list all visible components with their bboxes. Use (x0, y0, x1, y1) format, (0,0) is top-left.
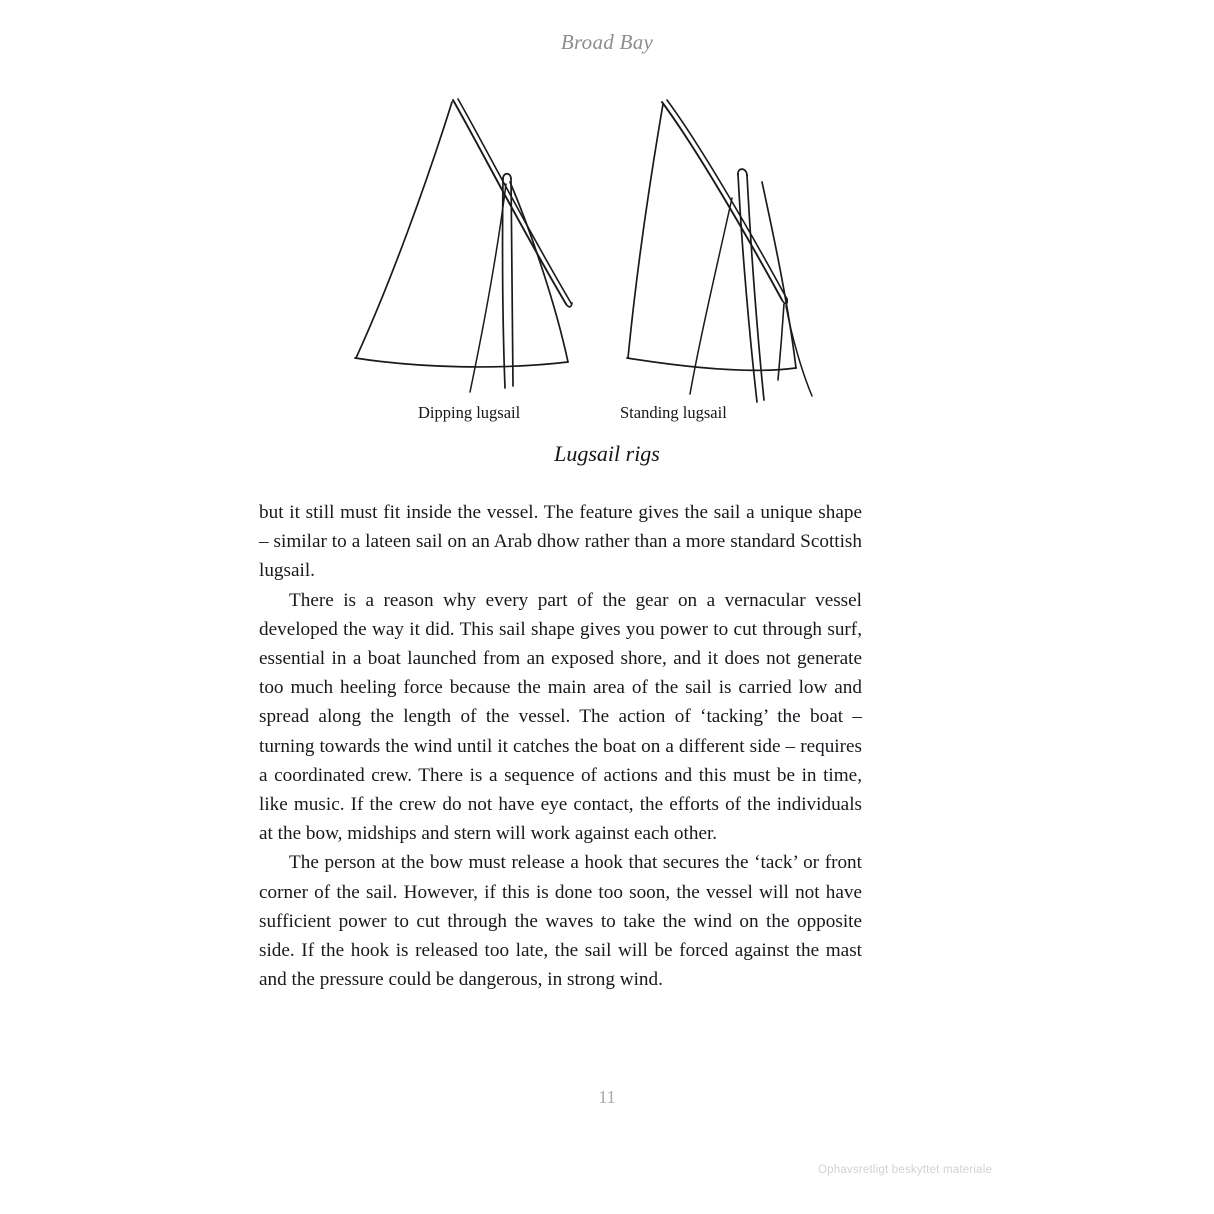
copyright-watermark: Ophavsretligt beskyttet materiale (818, 1164, 993, 1176)
figure-label-standing-lugsail: Standing lugsail (620, 403, 727, 422)
body-text (259, 498, 862, 994)
paragraph-2: There is a reason why every part of the gear on a vernacular vessel developed the way it did. This sail shape gives you power to cut through surf, essential in a boat launched from an exposed shore, and it does not generate too much heeling force because the main area of the sail is carried low and spread along the length of the vessel. The action of ‘tacking’ the boat – turning towards the wind until it catches the boat on a different side – requires a coordinated crew. There is a sequence of actions and this must be in time, like music. If the crew do not have eye contact, the efforts of the individuals at the bow, midships and stern will work against each other. (259, 589, 862, 845)
page-number: 11 (598, 1087, 616, 1107)
figure-labels (300, 403, 920, 429)
dipping-lugsail-drawing (355, 99, 572, 392)
figure-caption: Lugsail rigs (554, 441, 660, 466)
paragraph-3: The person at the bow must release a hook that secures the ‘tack’ or front corner of the sail. However, if this is done too soon, the vessel will not have sufficient power to cut through the waves to take the wind on the opposite side. If the hook is released too late, the sail will be forced against the mast and the pressure could be dangerous, in strong wind. (259, 852, 862, 991)
standing-lugsail-drawing (627, 100, 812, 402)
paragraph-1: but it still must fit inside the vessel. The feature gives the sail a unique shape – similar to a lateen sail on an Arab dhow rather than a more standard Scottish lugsail. (259, 502, 862, 582)
running-header: Broad Bay (560, 30, 654, 54)
figure-label-dipping-lugsail: Dipping lugsail (418, 403, 521, 422)
